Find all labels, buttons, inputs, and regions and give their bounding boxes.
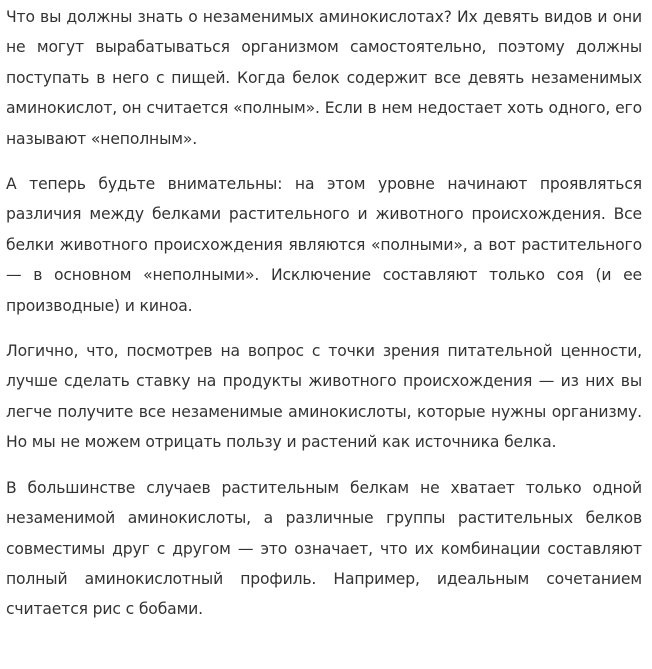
paragraph-plant-vs-animal: А теперь будьте внимательны: на этом уровне начинают проявляться различия между белками растительного и животного происхождения. Все белки животного происхождения являются «полными», а вот растительного — в основном «неполными». Исключение составляют только соя (и ее производные) и киноа. [6,175,642,315]
paragraph-essential-amino-acids: Что вы должны знать о незаменимых аминокислотах? Их девять видов и они не могут вырабатываться организмом самостоятельно, поэтому должны поступать в него с пищей. Когда белок содержит все девять незаменимых аминокислот, он считается «полным». Если в нем недостает хоть одного, его называют «неполным». [6,8,642,148]
paragraph-protein-combinations: В большинстве случаев растительным белкам не хватает только одной незаменимой аминокислоты, а различные группы растительных белков совместимы друг с другом — это означает, что их комбинации составляют полный аминокислотный профиль. Например, идеальным сочетанием считается рис с бобами. [6,478,642,619]
paragraph-nutritional-value: Логично, что, посмотрев на вопрос с точки зрения питательной ценности, лучше сделать ставку на продукты животного происхождения — из них вы легче получите все незаменимые аминокислоты, которые нужны организму. Но мы не можем отрицать пользу и растений как источника белка. [6,342,642,452]
article-body [6,0,642,640]
